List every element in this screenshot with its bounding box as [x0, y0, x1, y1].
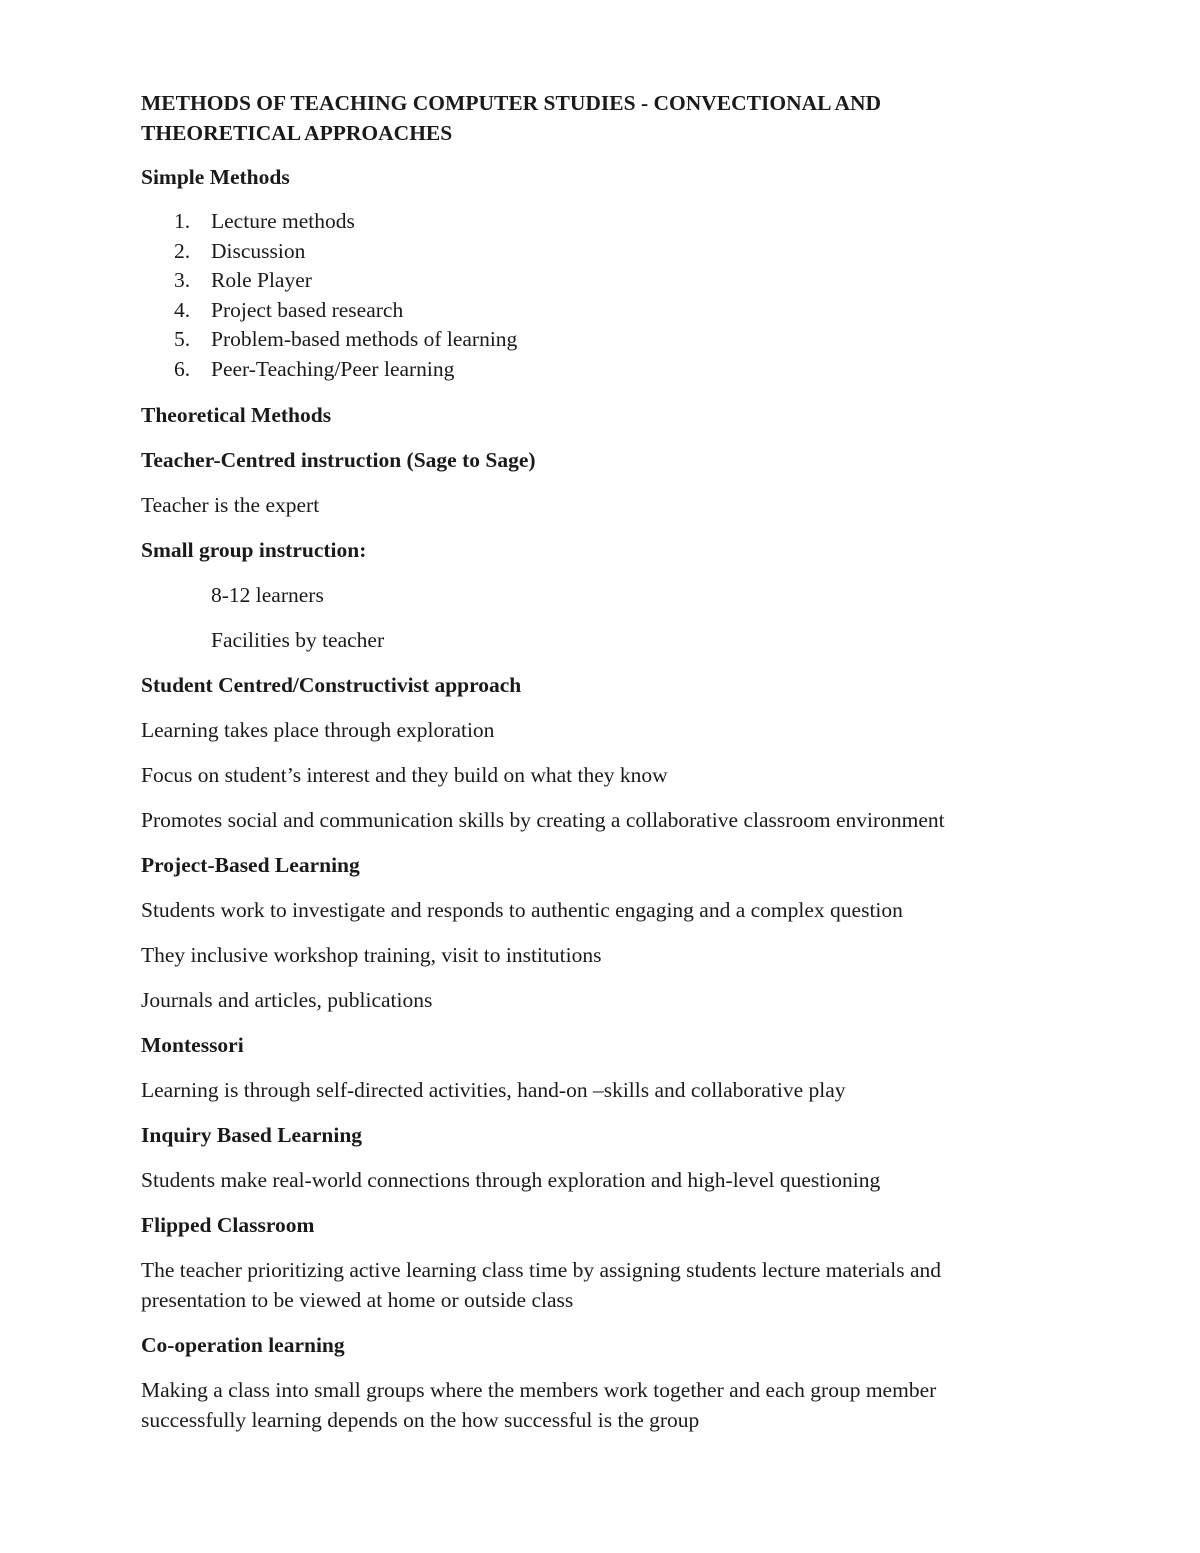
list-item-text: Problem-based methods of learning	[211, 327, 518, 352]
student-centred-p1: Learning takes place through exploration	[141, 717, 495, 742]
teacher-centred-text: Teacher is the expert	[141, 492, 320, 517]
project-based-p2: They inclusive workshop training, visit to institutions	[141, 942, 602, 967]
heading-flipped: Flipped Classroom	[141, 1212, 315, 1237]
inquiry-text: Students make real-world connections through exploration and high-level questioning	[141, 1167, 881, 1192]
project-based-p3: Journals and articles, publications	[141, 987, 433, 1012]
list-item-text: Project based research	[211, 297, 404, 322]
cooperation-text: Making a class into small groups where the members work together and each group member successfully learning depends on the how successful is the group	[141, 1377, 937, 1432]
heading-project-based: Project-Based Learning	[141, 852, 360, 877]
list-item-text: Discussion	[211, 238, 306, 263]
student-centred-p2: Focus on student’s interest and they build on what they know	[141, 762, 668, 787]
heading-small-group: Small group instruction:	[141, 537, 367, 562]
list-number: 5.	[174, 327, 191, 352]
heading-teacher-centred: Teacher-Centred instruction (Sage to Sage)	[141, 447, 536, 472]
list-item	[141, 266, 1041, 296]
montessori-text: Learning is through self-directed activities, hand-on –skills and collaborative play	[141, 1077, 846, 1102]
list-item-text: Lecture methods	[211, 209, 355, 233]
heading-montessori: Montessori	[141, 1032, 244, 1057]
small-group-line-1: 8-12 learners	[211, 582, 324, 607]
list-number: 4.	[174, 297, 191, 322]
list-item	[141, 325, 1041, 355]
document-title: METHODS OF TEACHING COMPUTER STUDIES - CONVECTIONAL AND THEORETICAL APPROACHES	[141, 91, 882, 145]
list-item-text: Role Player	[211, 268, 312, 293]
simple-methods-list	[141, 207, 1041, 385]
heading-student-centred: Student Centred/Constructivist approach	[141, 672, 522, 697]
flipped-text: The teacher prioritizing active learning class time by assigning students lecture materials and presentation to be viewed at home or outside class	[141, 1257, 942, 1312]
heading-theoretical-methods: Theoretical Methods	[141, 402, 332, 427]
heading-simple-methods: Simple Methods	[141, 165, 290, 189]
project-based-p1: Students work to investigate and responds to authentic engaging and a complex question	[141, 897, 903, 922]
list-number: 3.	[174, 268, 191, 293]
list-number: 1.	[174, 209, 191, 233]
list-number: 2.	[174, 238, 191, 263]
list-number: 6.	[174, 356, 191, 381]
list-item	[141, 207, 1041, 237]
heading-inquiry: Inquiry Based Learning	[141, 1122, 363, 1147]
list-item	[141, 237, 1041, 267]
document-page	[141, 88, 1041, 1450]
list-item	[141, 296, 1041, 326]
heading-cooperation: Co-operation learning	[141, 1332, 345, 1357]
list-item	[141, 355, 1041, 385]
small-group-line-2: Facilities by teacher	[211, 627, 385, 652]
list-item-text: Peer-Teaching/Peer learning	[211, 356, 455, 381]
student-centred-p3: Promotes social and communication skills by creating a collaborative classroom environment	[141, 807, 945, 832]
